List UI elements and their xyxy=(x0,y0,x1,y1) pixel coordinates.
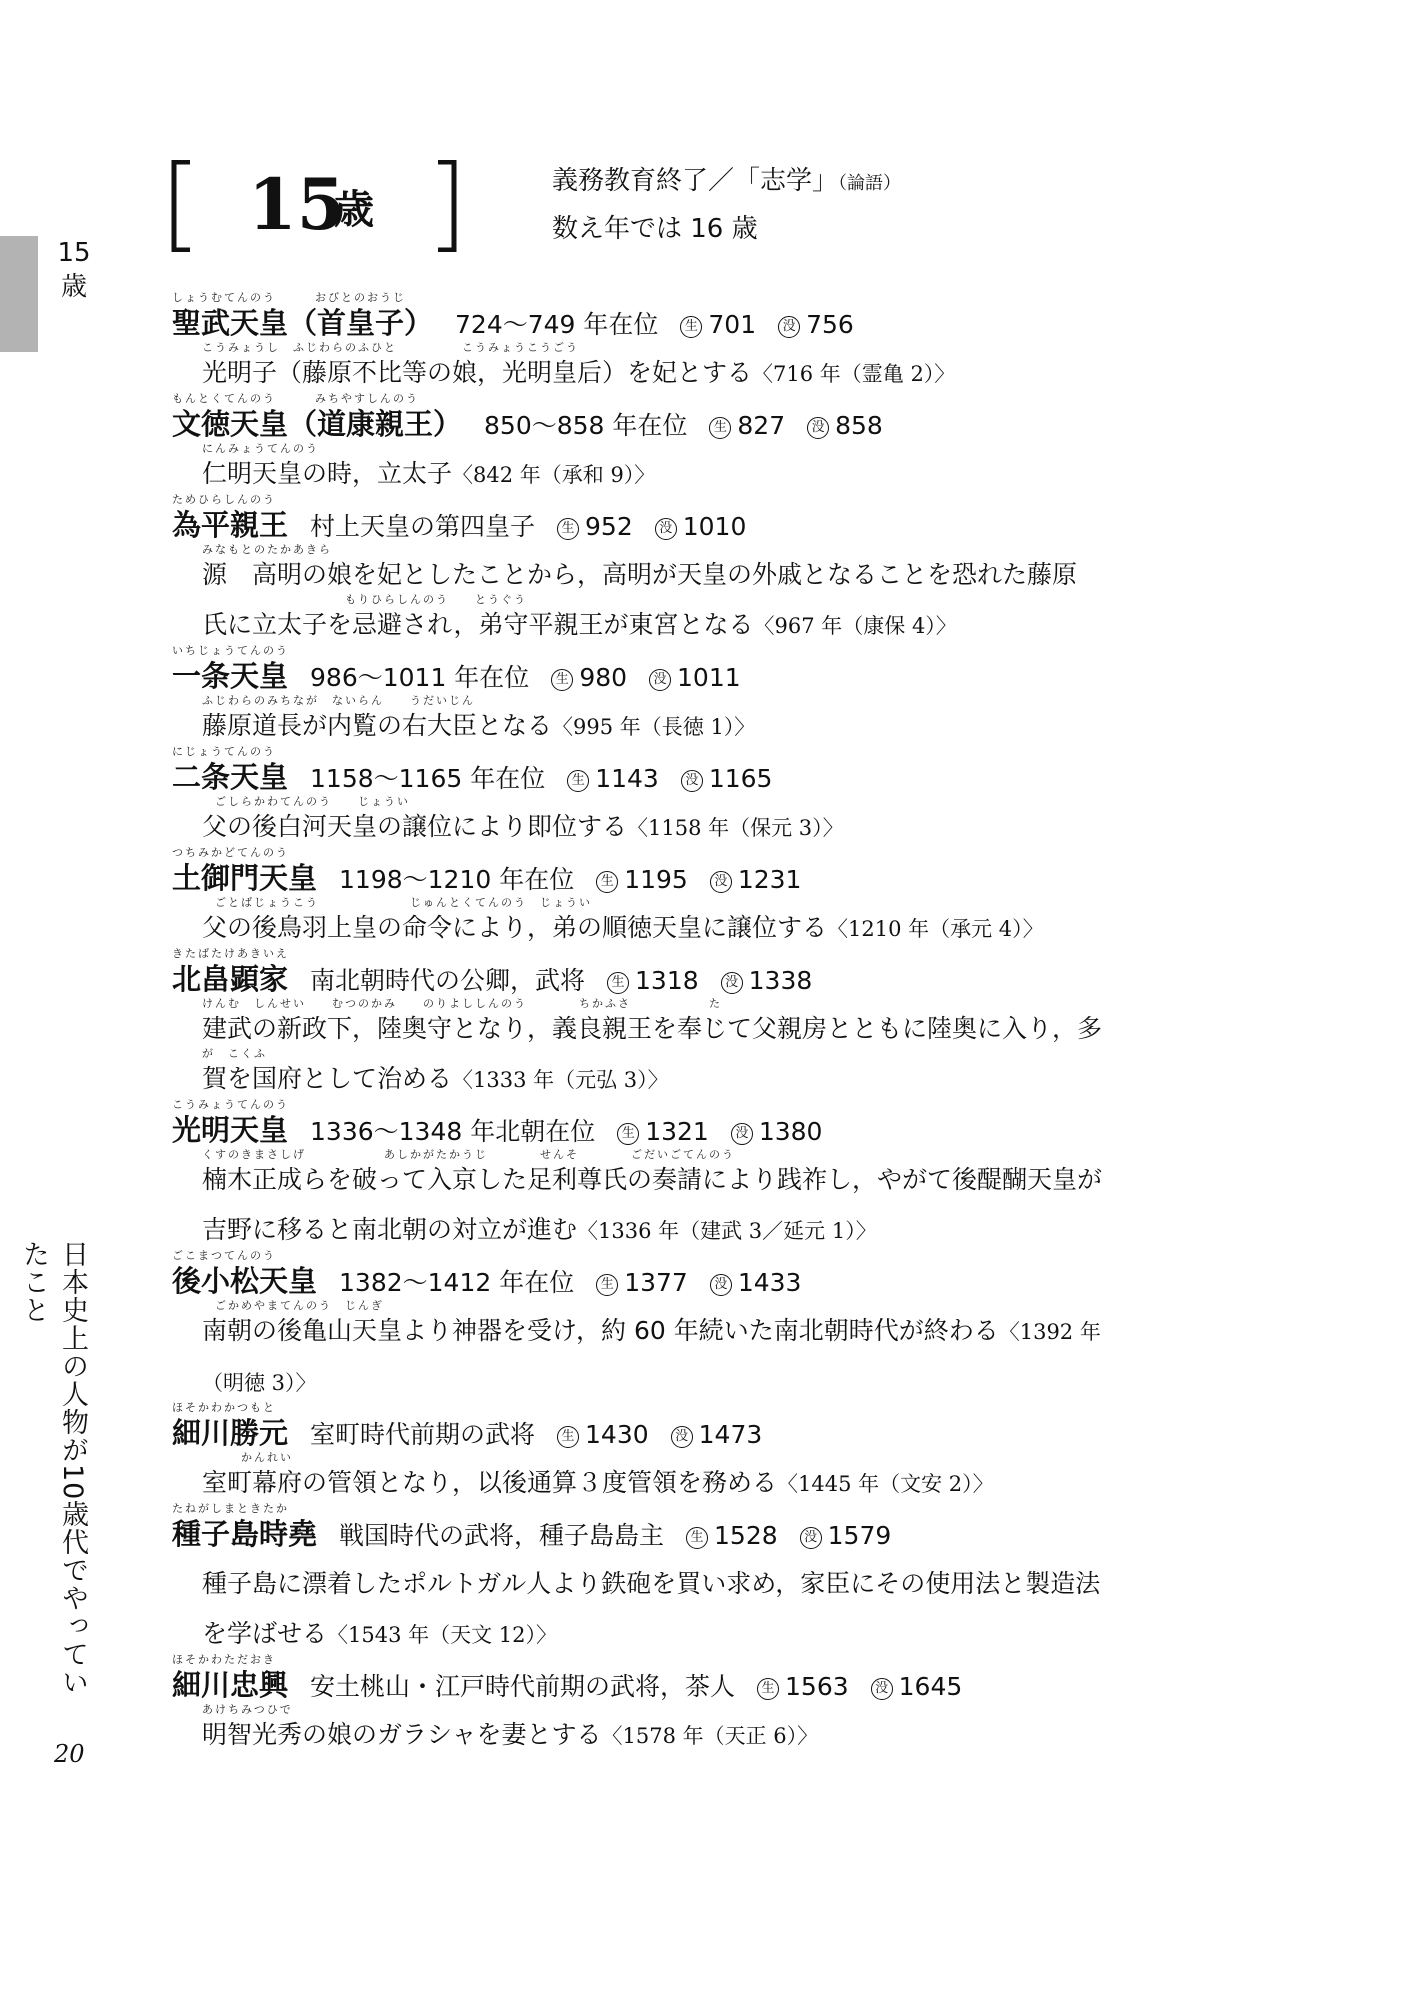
died-icon: 没 xyxy=(871,1678,893,1700)
death-year: 1338 xyxy=(748,966,813,995)
person-info: 1382～1412 年在位 xyxy=(339,1268,575,1297)
died-icon: 没 xyxy=(800,1527,822,1549)
person-info: 1336～1348 年北朝在位 xyxy=(310,1117,596,1146)
entry-item xyxy=(172,742,1230,843)
person-info: 戦国時代の武将，種子島島主 xyxy=(339,1521,665,1550)
era-citation: 〈1210 年（承元 4）〉 xyxy=(827,917,1044,941)
death-year: 1011 xyxy=(677,663,741,692)
desc-furigana: みなもとのたかあきら xyxy=(202,543,332,556)
era-citation: 〈1158 年（保元 3）〉 xyxy=(627,816,844,840)
description-text: 種子島に漂着したポルトガル人より鉄砲を買い求め，家臣にその使用法と製造法 xyxy=(202,1569,1101,1598)
person-info: 1198～1210 年在位 xyxy=(339,865,575,894)
entry-item xyxy=(172,1650,1230,1751)
description-text: 光明子（藤原不比等の娘，光明皇后）を妃とする xyxy=(202,358,753,387)
born-icon: 生 xyxy=(557,1426,579,1448)
birth-year: 1377 xyxy=(624,1268,688,1297)
birth-year: 1321 xyxy=(645,1117,709,1146)
died-icon: 没 xyxy=(710,871,732,893)
era-citation: 〈1543 年（天文 12）〉 xyxy=(327,1623,558,1647)
entry-description xyxy=(172,913,1230,944)
era-citation: 〈1336 年（建武 3／延元 1）〉 xyxy=(577,1219,877,1243)
entry-description-continued xyxy=(172,1215,1230,1246)
era-citation: 〈1333 年（元弘 3）〉 xyxy=(452,1068,669,1092)
birth-year: 1318 xyxy=(635,966,699,995)
era-citation: 〈716 年（霊亀 2）〉 xyxy=(752,362,956,386)
entry-description xyxy=(172,358,1230,389)
born-icon: 生 xyxy=(680,316,702,338)
entry-header xyxy=(172,409,1230,439)
book-title: 日本史上の人物が10歳代でやっていたこと xyxy=(18,1240,88,1697)
side-age-number: 15 xyxy=(57,238,91,268)
person-info: 安土桃山・江戸時代前期の武将，茶人 xyxy=(310,1672,736,1701)
entry-item xyxy=(172,389,1230,490)
died-icon: 没 xyxy=(778,316,800,338)
died-icon: 没 xyxy=(731,1123,753,1145)
name-furigana: にじょうてんのう xyxy=(172,745,276,758)
died-icon: 没 xyxy=(710,1274,732,1296)
entry-item xyxy=(172,641,1230,742)
entry-header xyxy=(172,308,1230,338)
birth-year: 980 xyxy=(579,663,628,692)
era-citation: 〈967 年（康保 4）〉 xyxy=(753,614,957,638)
person-info: 850～858 年在位 xyxy=(484,411,688,440)
entry-description xyxy=(172,711,1230,742)
person-name: 一条天皇 xyxy=(172,659,289,693)
desc-furigana: が こくふ xyxy=(202,1047,267,1060)
description-text: 室町幕府の管領となり，以後通算３度管領を務める xyxy=(202,1468,778,1497)
birth-year: 1430 xyxy=(585,1420,649,1449)
era-citation: （明徳 3）〉 xyxy=(202,1371,317,1395)
entry-description xyxy=(172,1468,1230,1499)
era-citation: 〈1578 年（天正 6）〉 xyxy=(601,1724,819,1748)
entry-description xyxy=(172,1720,1230,1751)
name-furigana: ほそかわただおき xyxy=(172,1653,276,1666)
entry-list xyxy=(172,288,1230,1751)
header-note: 数え年では 16 歳 xyxy=(552,214,758,244)
side-age-label xyxy=(54,236,94,304)
person-info: 724～749 年在位 xyxy=(455,310,659,339)
entry-item xyxy=(172,1095,1230,1246)
section-tab xyxy=(0,236,38,352)
era-citation: 〈842 年（承和 9）〉 xyxy=(452,463,656,487)
name-furigana: きたばたけあきいえ xyxy=(172,947,289,960)
born-icon: 生 xyxy=(757,1678,779,1700)
born-icon: 生 xyxy=(596,871,618,893)
description-text: 父の後鳥羽上皇の命令により，弟の順徳天皇に譲位する xyxy=(202,913,828,942)
death-year: 1165 xyxy=(708,764,773,793)
age-unit: 歳 xyxy=(334,187,374,233)
birth-year: 952 xyxy=(585,512,633,541)
name-furigana: しょうむてんのう おびとのおうじ xyxy=(172,291,406,304)
entry-item xyxy=(172,1246,1230,1398)
person-name: 北畠顕家 xyxy=(172,962,289,996)
description-text: 父の後白河天皇の譲位により即位する xyxy=(202,812,628,841)
description-text: 明智光秀の娘のガラシャを妻とする xyxy=(202,1720,602,1749)
entry-header xyxy=(172,1115,1230,1145)
desc-furigana: ごしらかわてんのう じょうい xyxy=(202,795,410,808)
name-furigana: ほそかわかつもと xyxy=(172,1401,276,1414)
death-year: 1433 xyxy=(737,1268,802,1297)
name-furigana: つちみかどてんのう xyxy=(172,846,289,859)
born-icon: 生 xyxy=(617,1123,639,1145)
desc-furigana: あけちみつひで xyxy=(202,1703,293,1716)
description-text: を学ばせる xyxy=(202,1619,328,1648)
description-text: 楠木正成らを破って入京した足利尊氏の奏請により践祚し，やがて後醍醐天皇が xyxy=(202,1165,1103,1194)
died-icon: 没 xyxy=(681,770,703,792)
desc-furigana: くすのきまさしげ あしかがたかうじ せんそ ごだいごてんのう xyxy=(202,1148,735,1161)
desc-furigana: ふじわらのみちなが ないらん うだいじん xyxy=(202,694,475,707)
name-furigana: ためひらしんのう xyxy=(172,493,276,506)
entry-description xyxy=(172,1014,1230,1044)
entry-description xyxy=(172,1569,1230,1599)
entry-header xyxy=(172,510,1230,540)
death-year: 756 xyxy=(806,310,854,339)
entry-header xyxy=(172,1266,1230,1296)
death-year: 1645 xyxy=(898,1672,963,1701)
person-name: 光明天皇 xyxy=(172,1113,289,1147)
person-name: 文徳天皇（道康親王） xyxy=(172,407,463,441)
died-icon: 没 xyxy=(721,972,743,994)
entry-header xyxy=(172,1670,1230,1700)
person-name: 為平親王 xyxy=(172,508,289,542)
born-icon: 生 xyxy=(709,417,731,439)
entry-header xyxy=(172,964,1230,994)
description-text: 源 高明の娘を妃としたことから，高明が天皇の外戚となることを恐れた藤原 xyxy=(202,560,1078,589)
name-furigana: もんとくてんのう みちやすしんのう xyxy=(172,392,419,405)
entry-description-continued xyxy=(172,610,1230,641)
death-year: 1231 xyxy=(737,865,802,894)
person-name: 細川忠興 xyxy=(172,1668,289,1702)
era-citation: 〈995 年（長徳 1）〉 xyxy=(552,715,756,739)
died-icon: 没 xyxy=(655,518,677,540)
born-icon: 生 xyxy=(596,1274,618,1296)
death-year: 1579 xyxy=(827,1521,892,1550)
birth-year: 1195 xyxy=(624,865,688,894)
desc-furigana: けんむ しんせい むつのかみ のりよししんのう ちかふさ た xyxy=(202,997,722,1010)
entry-description xyxy=(172,1165,1230,1195)
desc-furigana xyxy=(172,1549,1230,1569)
description-text: 賀を国府として治める xyxy=(202,1064,453,1093)
death-year: 1010 xyxy=(682,512,747,541)
entry-description xyxy=(172,812,1230,843)
desc-furigana: かんれい xyxy=(202,1451,293,1464)
death-year: 1380 xyxy=(758,1117,823,1146)
entry-item xyxy=(172,843,1230,944)
person-name: 後小松天皇 xyxy=(172,1264,318,1298)
person-name: 二条天皇 xyxy=(172,760,289,794)
entry-header xyxy=(172,1519,1230,1549)
person-info: 1158～1165 年在位 xyxy=(310,764,546,793)
description-text: 仁明天皇の時，立太子 xyxy=(202,459,453,488)
description-text: 建武の新政下，陸奥守となり，義良親王を奉じて父親房とともに陸奥に入り，多 xyxy=(202,1014,1103,1043)
header-subtitle xyxy=(552,160,901,197)
description-text: 吉野に移ると南北朝の対立が進む xyxy=(202,1215,578,1244)
header-subtitle-source: （論語） xyxy=(838,173,902,194)
entry-item xyxy=(172,288,1230,389)
desc-furigana: ごとばじょうこう じゅんとくてんのう じょうい xyxy=(202,896,592,909)
person-name: 土御門天皇 xyxy=(172,861,318,895)
person-name: 聖武天皇（首皇子） xyxy=(172,306,434,340)
description-text: 藤原道長が内覧の右大臣となる xyxy=(202,711,553,740)
page-number: 20 xyxy=(54,1740,85,1768)
died-icon: 没 xyxy=(671,1426,693,1448)
entry-description-continued xyxy=(172,1367,1230,1398)
entry-item xyxy=(172,1398,1230,1499)
birth-year: 1143 xyxy=(595,764,659,793)
birth-year: 701 xyxy=(708,310,757,339)
entry-header xyxy=(172,762,1230,792)
born-icon: 生 xyxy=(557,518,579,540)
entry-item xyxy=(172,1499,1230,1650)
entry-item xyxy=(172,944,1230,1095)
entry-description xyxy=(172,459,1230,490)
era-citation: 〈1445 年（文安 2）〉 xyxy=(777,1472,994,1496)
name-furigana: ごこまつてんのう xyxy=(172,1249,276,1262)
death-year: 858 xyxy=(835,411,883,440)
died-icon: 没 xyxy=(649,669,671,691)
entry-item xyxy=(172,490,1230,641)
entry-header xyxy=(172,863,1230,893)
entry-description xyxy=(172,560,1230,590)
entry-description-continued xyxy=(172,1064,1230,1095)
born-icon: 生 xyxy=(686,1527,708,1549)
age-number: 15 xyxy=(248,163,346,246)
side-age-unit: 歳 xyxy=(60,272,87,302)
era-citation: 〈1392 年 xyxy=(998,1320,1101,1344)
person-info: 986～1011 年在位 xyxy=(310,663,530,692)
born-icon: 生 xyxy=(607,972,629,994)
person-info: 村上天皇の第四皇子 xyxy=(310,512,536,541)
header-subtitle-main: 義務教育終了／「志学」 xyxy=(552,166,839,196)
entry-header xyxy=(172,661,1230,691)
desc-furigana: にんみょうてんのう xyxy=(202,442,319,455)
desc-furigana: もりひらしんのう とうぐう xyxy=(202,593,527,606)
died-icon: 没 xyxy=(807,417,829,439)
entry-header xyxy=(172,1418,1230,1448)
age-heading xyxy=(170,160,458,252)
person-name: 種子島時堯 xyxy=(172,1517,318,1551)
birth-year: 1528 xyxy=(714,1521,778,1550)
description-text: 南朝の後亀山天皇より神器を受け，約 60 年続いた南北朝時代が終わる xyxy=(202,1316,999,1345)
born-icon: 生 xyxy=(551,669,573,691)
entry-description xyxy=(172,1316,1230,1347)
entry-description-continued xyxy=(172,1619,1230,1650)
name-furigana: こうみょうてんのう xyxy=(172,1098,289,1111)
born-icon: 生 xyxy=(567,770,589,792)
birth-year: 827 xyxy=(737,411,786,440)
name-furigana: いちじょうてんのう xyxy=(172,644,289,657)
death-year: 1473 xyxy=(698,1420,763,1449)
desc-furigana: ごかめやまてんのう じんぎ xyxy=(202,1299,384,1312)
desc-furigana: こうみょうし ふじわらのふひと こうみょうこうごう xyxy=(202,341,579,354)
person-name: 細川勝元 xyxy=(172,1416,289,1450)
person-info: 室町時代前期の武将 xyxy=(310,1420,536,1449)
person-info: 南北朝時代の公卿，武将 xyxy=(310,966,586,995)
name-furigana: たねがしまときたか xyxy=(172,1502,289,1515)
birth-year: 1563 xyxy=(785,1672,849,1701)
description-text: 氏に立太子を忌避され，弟守平親王が東宮となる xyxy=(202,610,754,639)
